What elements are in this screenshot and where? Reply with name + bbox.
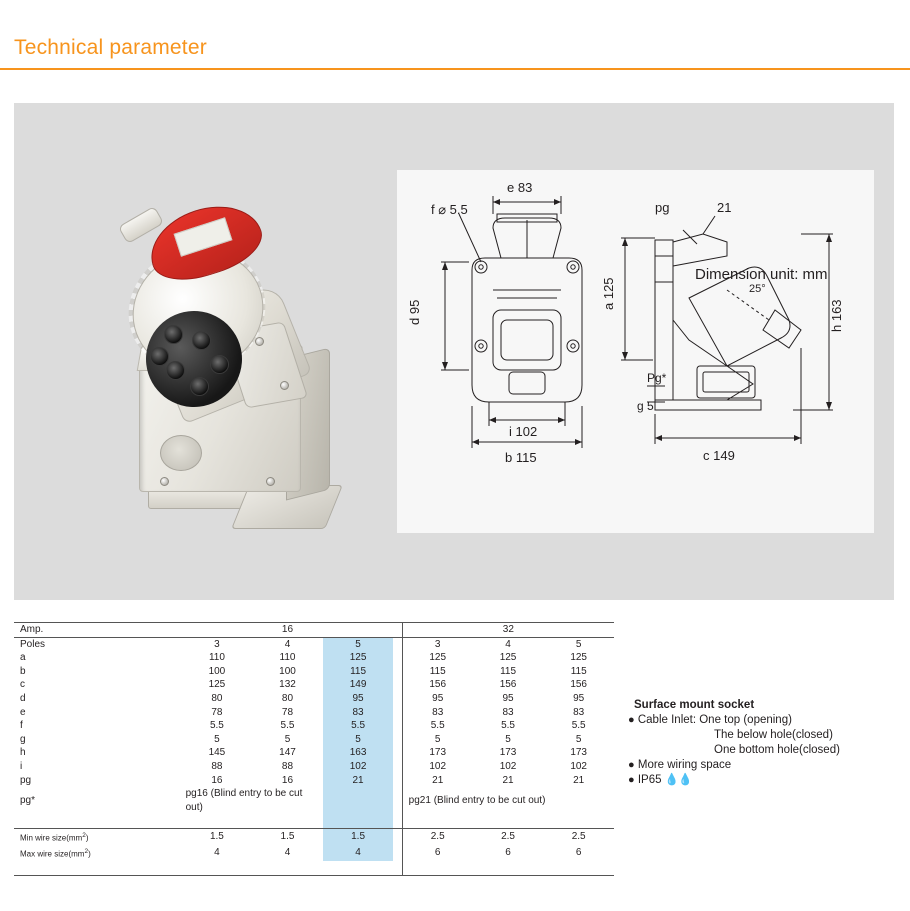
cell-poles-16-4: 4: [284, 638, 291, 650]
cell-a-32-4: 125: [499, 652, 517, 664]
cell-g-32-5: 5: [575, 733, 582, 745]
cell-f-16-5: 5.5: [323, 719, 394, 733]
notes-line-3: One bottom hole(closed): [714, 744, 840, 756]
table-row: [14, 678, 614, 692]
dim-label-pg-top: pg: [655, 200, 670, 215]
notes-line-2: The below hole(closed): [714, 729, 833, 741]
cell-b-16-4: 100: [279, 665, 296, 677]
cell-d-16-5: 95: [323, 692, 394, 706]
dim-label-i: i 102: [509, 424, 538, 439]
cell-minwire-16-4: 1.5: [280, 831, 295, 843]
cell-c-16-4: 132: [279, 679, 296, 691]
cell-minwire-16-5: 1.5: [323, 828, 394, 845]
screw: [160, 477, 169, 486]
screw: [255, 337, 264, 346]
cell-poles-32-4: 4: [505, 638, 511, 650]
cell-d-32-5: 95: [573, 692, 585, 704]
cell-g-16-3: 5: [214, 733, 220, 745]
cell-g-32-3: 5: [402, 733, 473, 747]
cell-e-32-5: 83: [573, 706, 585, 718]
table-row: [14, 733, 614, 747]
table-row-max-wire: [14, 845, 614, 861]
dimension-unit-label: Dimension unit: mm: [695, 266, 828, 283]
cell-pg-note-32: pg21 (Blind entry to be cut out): [402, 787, 614, 814]
dim-label-b: b 115: [505, 450, 537, 465]
cell-minwire-32-5: 2.5: [571, 831, 586, 843]
cell-a-16-4: 110: [279, 652, 296, 664]
cell-h-16-4: 147: [279, 747, 296, 759]
screw: [266, 477, 275, 486]
cell-poles-16-5: 5: [323, 637, 394, 651]
cell-h-32-4: 173: [499, 747, 517, 759]
cable-entry-hole: [160, 435, 202, 471]
cell-b-16-3: 100: [208, 665, 226, 677]
cell-h-32-5: 173: [570, 747, 587, 759]
cell-a-16-5: 125: [323, 651, 394, 665]
product-image-panel: [14, 103, 894, 600]
product-photo-socket: [114, 185, 394, 565]
cell-amp-16: 16: [182, 623, 394, 638]
row-label-h: h: [20, 747, 26, 759]
cell-pg-note-16: pg16 (Blind entry to be cut out): [185, 788, 303, 813]
cell-i-32-5: 102: [570, 760, 587, 772]
cell-a-32-3: 125: [402, 651, 473, 665]
table-row-spacer: [14, 814, 614, 828]
cell-b-16-5: 115: [323, 665, 394, 679]
socket-contact: [150, 347, 169, 366]
cell-minwire-32-3: 2.5: [402, 828, 473, 845]
cell-f-16-3: 5.5: [209, 720, 224, 732]
cell-e-16-5: 83: [323, 706, 394, 720]
cell-maxwire-32-3: 6: [402, 845, 473, 861]
cell-g-32-4: 5: [505, 733, 511, 745]
dimension-drawing-panel: [397, 170, 874, 533]
notes-line-4: ● More wiring space: [628, 759, 732, 771]
table-row: [14, 665, 614, 679]
dim-label-pg-top-value: 21: [717, 200, 732, 215]
dim-label-c: c 149: [703, 448, 735, 463]
bullet-icon: ●: [628, 714, 635, 726]
cell-f-32-4: 5.5: [501, 720, 515, 732]
row-label-f: f: [20, 720, 23, 732]
table-row-poles: [14, 637, 614, 651]
table-row: [14, 760, 614, 774]
table-row-pg-star: [14, 787, 614, 814]
row-label-a: a: [20, 652, 26, 664]
bullet-icon: ●: [628, 759, 635, 771]
cell-f-32-5: 5.5: [571, 720, 586, 732]
notes-title: Surface mount socket: [634, 699, 755, 711]
cell-i-16-4: 88: [281, 760, 294, 772]
row-label-c: c: [20, 679, 25, 691]
table-row: [14, 692, 614, 706]
cell-h-32-3: 173: [402, 746, 473, 760]
dim-label-pg-side: Pg*: [647, 371, 667, 385]
row-label-d: d: [20, 692, 26, 704]
cell-d-16-3: 80: [211, 692, 223, 704]
cell-e-32-4: 83: [502, 706, 514, 718]
cell-c-32-3: 156: [402, 678, 473, 692]
cell-pg-16-3: 16: [211, 774, 223, 786]
table-row: [14, 706, 614, 720]
cell-poles-label: Poles: [20, 638, 46, 650]
page-header: [0, 0, 910, 72]
cell-maxwire-32-4: 6: [505, 847, 511, 859]
socket-contact: [190, 377, 209, 396]
cell-pg-32-5: 21: [573, 774, 585, 786]
cell-i-16-3: 88: [211, 760, 223, 772]
cell-maxwire-16-4: 4: [284, 847, 291, 859]
dim-label-g: g 5: [637, 399, 654, 413]
cell-i-16-5: 102: [323, 760, 394, 774]
socket-contact: [210, 355, 229, 374]
cell-e-32-3: 83: [402, 706, 473, 720]
dim-label-f: f ⌀ 5.5: [431, 202, 468, 217]
cell-amp-32: 32: [402, 623, 614, 638]
row-label-pg-star: pg*: [20, 794, 36, 806]
table-bottom-border: [14, 861, 614, 875]
cell-poles-32-3: 3: [402, 637, 473, 651]
header-divider: [0, 68, 910, 70]
cell-i-32-4: 102: [499, 760, 517, 772]
cell-maxwire-32-5: 6: [575, 847, 582, 859]
notes-line-5: ● IP65 💧💧: [628, 774, 692, 786]
specification-table: [14, 622, 614, 876]
cell-pg-32-3: 21: [402, 774, 473, 788]
cell-c-32-5: 156: [570, 679, 587, 691]
table-row: [14, 774, 614, 788]
cell-a-32-5: 125: [570, 652, 587, 664]
cell-pg-16-4: 16: [281, 774, 294, 786]
screw: [280, 381, 289, 390]
cell-c-16-3: 125: [208, 679, 226, 691]
cell-c-16-5: 149: [323, 678, 394, 692]
cell-g-16-5: 5: [323, 733, 394, 747]
product-notes: [628, 698, 898, 788]
cell-f-32-3: 5.5: [402, 719, 473, 733]
cell-b-32-5: 115: [570, 665, 587, 677]
table-row: [14, 651, 614, 665]
cell-g-16-4: 5: [284, 733, 291, 745]
cell-pg-32-4: 21: [502, 774, 514, 786]
cell-a-16-3: 110: [208, 652, 225, 664]
cell-maxwire-16-3: 4: [214, 847, 220, 859]
cell-maxwire-16-5: 4: [323, 845, 394, 861]
dim-label-h: h 163: [829, 299, 844, 332]
cell-h-16-3: 145: [208, 747, 226, 759]
dim-label-d: d 95: [407, 299, 422, 325]
dim-label-angle: 25°: [749, 283, 766, 295]
cell-i-32-3: 102: [402, 760, 473, 774]
cell-d-32-4: 95: [502, 692, 514, 704]
cell-amp-label: Amp.: [14, 623, 182, 638]
cell-poles-32-5: 5: [575, 638, 582, 650]
cell-d-32-3: 95: [402, 692, 473, 706]
dim-label-a: a 125: [601, 277, 616, 310]
dimension-drawings-svg: [397, 170, 874, 533]
water-drop-icon: 💧💧: [664, 774, 692, 786]
table-row: [14, 719, 614, 733]
row-label-min-wire: Min wire $size(mm^2)$: [20, 831, 89, 843]
row-label-i: i: [20, 760, 23, 772]
cell-poles-16-3: 3: [214, 638, 220, 650]
row-label-b: b: [20, 665, 26, 677]
table-row-amp: [14, 623, 614, 638]
cell-c-32-4: 156: [499, 679, 517, 691]
page-title: Technical parameter: [14, 36, 207, 59]
table-row: [14, 746, 614, 760]
socket-contact: [192, 331, 211, 350]
cell-b-32-4: 115: [500, 665, 517, 677]
row-label-max-wire: Max wire $size(mm^2)$: [20, 848, 91, 859]
bullet-icon: ●: [628, 774, 635, 786]
dim-label-e: e 83: [507, 180, 533, 195]
socket-contact: [166, 361, 185, 380]
cell-f-16-4: 5.5: [280, 720, 295, 732]
notes-line-1: ● Cable Inlet: One top (opening): [628, 714, 792, 726]
row-label-pg: pg: [20, 774, 32, 786]
cell-e-16-4: 78: [281, 706, 294, 718]
cell-h-16-5: 163: [323, 746, 394, 760]
socket-contact: [164, 325, 183, 344]
row-label-e: e: [20, 706, 26, 718]
row-label-g: g: [20, 733, 26, 745]
table-row-min-wire: [14, 828, 614, 845]
cell-d-16-4: 80: [281, 692, 294, 704]
cell-minwire-16-3: 1.5: [209, 831, 224, 843]
cell-minwire-32-4: 2.5: [501, 831, 515, 843]
cell-b-32-3: 115: [402, 665, 473, 679]
cell-pg-16-5: 21: [323, 774, 394, 788]
cell-e-16-3: 78: [211, 706, 223, 718]
